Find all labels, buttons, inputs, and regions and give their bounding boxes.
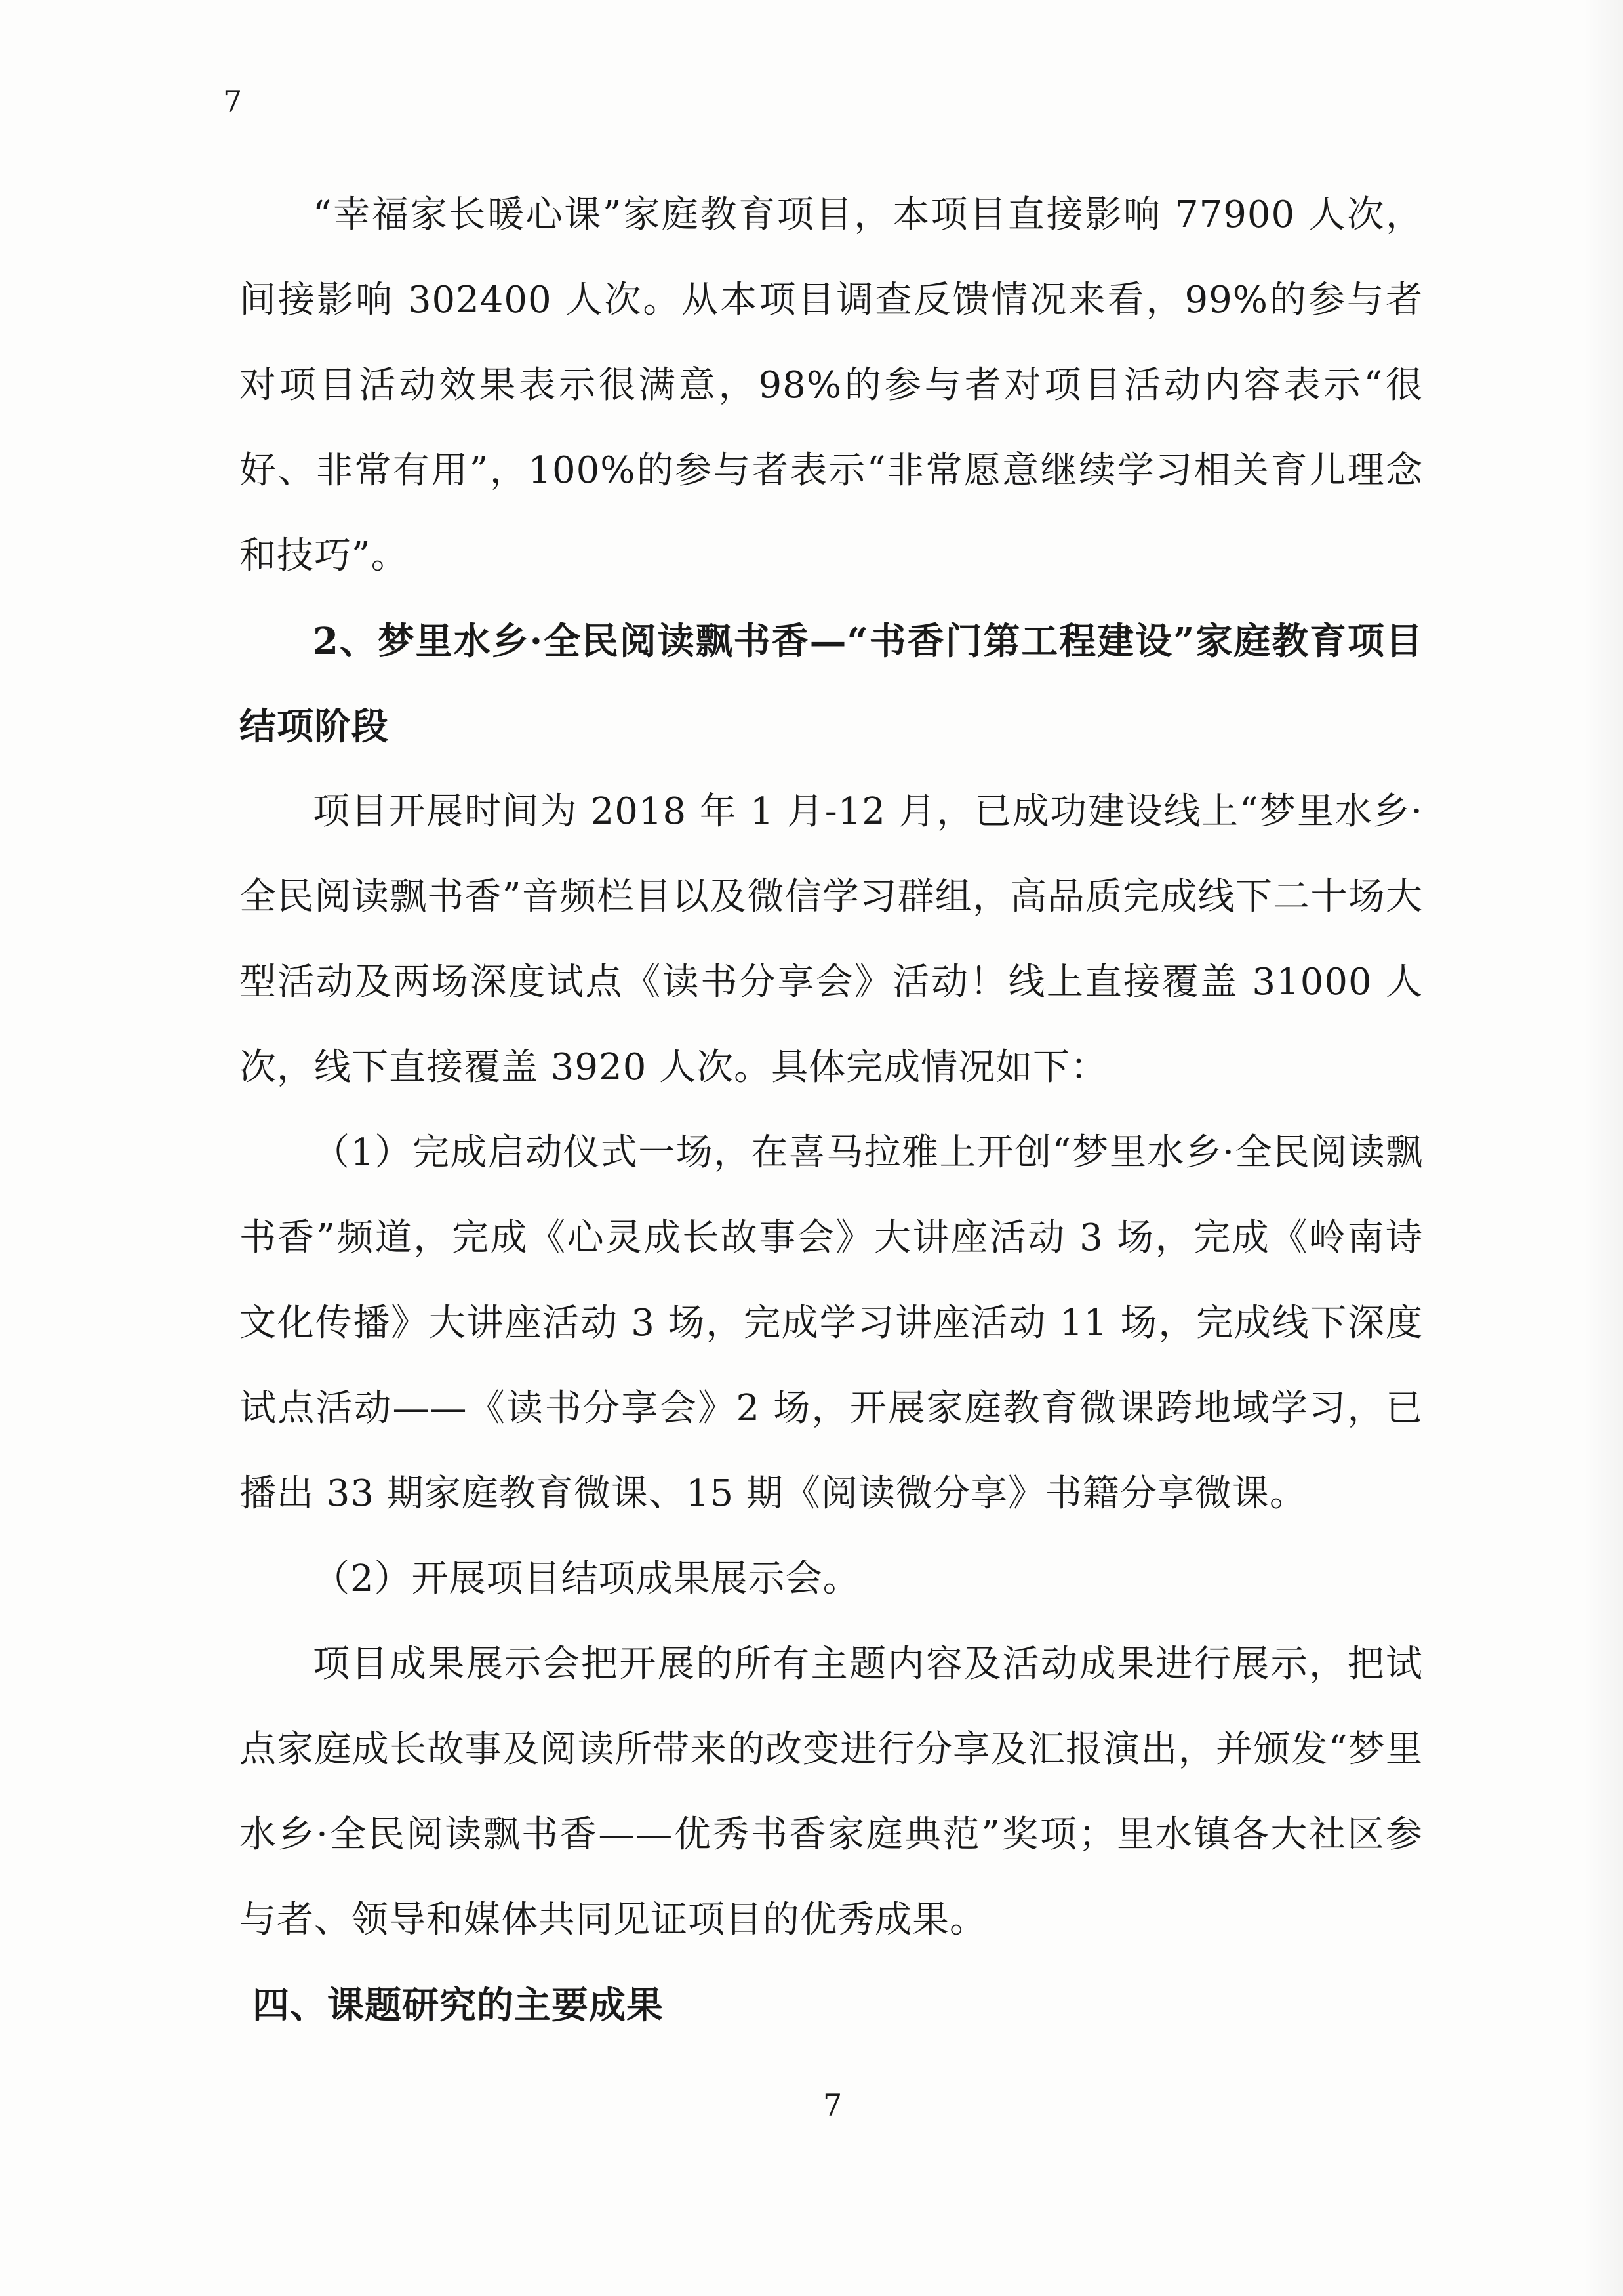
paragraph-item-1: （1）完成启动仪式一场，在喜马拉雅上开创“梦里水乡·全民阅读飘书香”频道，完成《心灵成长故事会》大讲座活动 3 场，完成《岭南诗文化传播》大讲座活动 3 场，完成学习讲座活动 11 场，完成线下深度试点活动——《读书分享会》2 场，开展家庭教育微课跨地域学习，已播出 33 期家庭教育微课、15 期《阅读微分享》书籍分享微课。 bbox=[239, 1131, 1423, 1515]
paragraph-project-timeline: 项目开展时间为 2018 年 1 月-12 月，已成功建设线上“梦里水乡·全民阅读飘书香”音频栏目以及微信学习群组，高品质完成线下二十场大型活动及两场深度试点《读书分享会》活动！线上直接覆盖 31000 人次，线下直接覆盖 3920 人次。具体完成情况如下： bbox=[239, 790, 1423, 1089]
paragraph-project-impact: “幸福家长暖心课”家庭教育项目，本项目直接影响 77900 人次，间接影响 302400 人次。从本项目调查反馈情况来看，99%的参与者对项目活动效果表示很满意，98%的参与者对项目活动内容表示“很好、非常有用”，100%的参与者表示“非常愿意继续学习相关育儿理念和技巧”。 bbox=[239, 193, 1423, 577]
page-number-top: 7 bbox=[223, 84, 243, 119]
scan-edge-shadow bbox=[1584, 0, 1623, 2296]
section-heading-reading-project: 2、梦里水乡·全民阅读飘书香—“书香门第工程建设”家庭教育项目结项阶段 bbox=[239, 620, 1423, 748]
paragraph-item-2: （2）开展项目结项成果展示会。 bbox=[313, 1558, 860, 1600]
paragraph-showcase: 项目成果展示会把开展的所有主题内容及活动成果进行展示，把试点家庭成长故事及阅读所带来的改变进行分享及汇报演出，并颁发“梦里水乡·全民阅读飘书香——优秀书香家庭典范”奖项；里水镇各大社区参与者、领导和媒体共同见证项目的优秀成果。 bbox=[239, 1643, 1423, 1941]
section-heading-research-results: 四、课题研究的主要成果 bbox=[252, 1984, 664, 2027]
page-number-bottom: 7 bbox=[823, 2087, 843, 2123]
document-body bbox=[239, 172, 1423, 2048]
